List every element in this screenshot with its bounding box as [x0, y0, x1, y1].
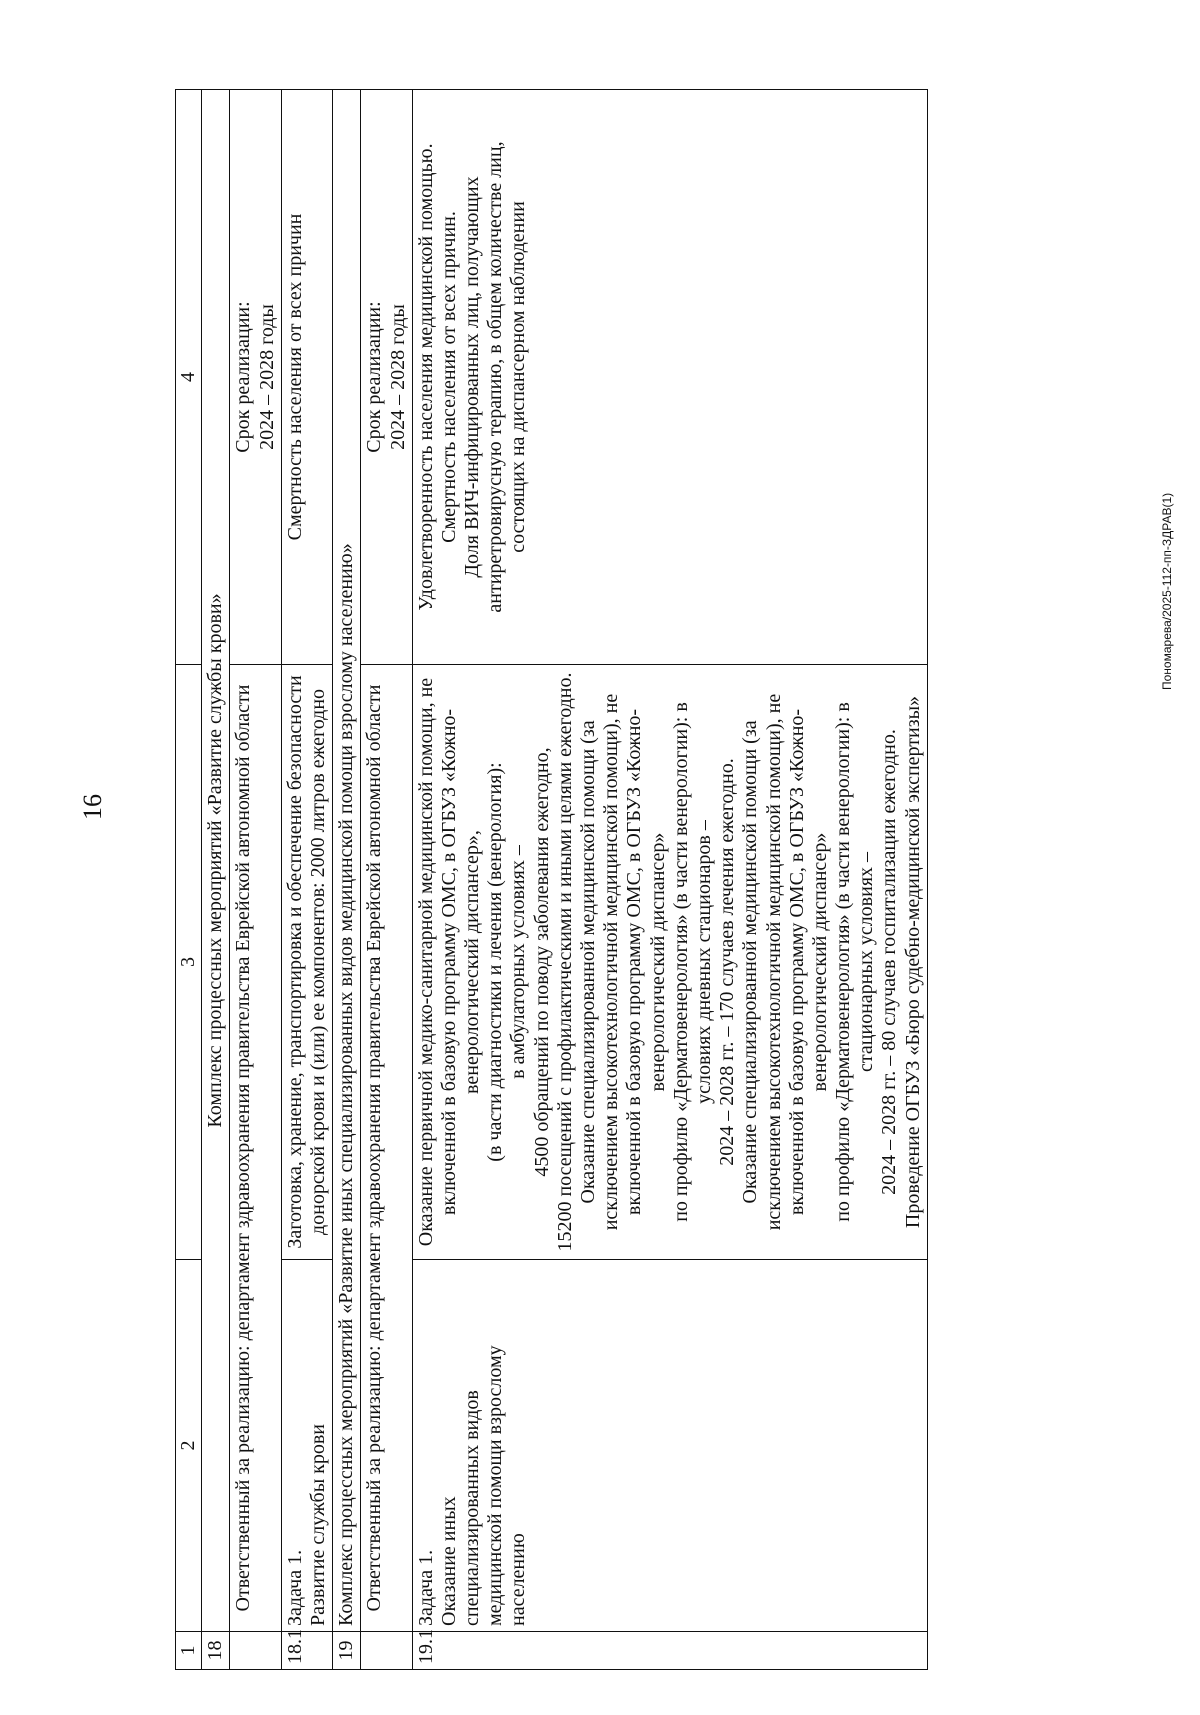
period-text: Срок реализации: 2024 – 2028 годы [361, 90, 412, 665]
row-number: 18 [202, 1632, 230, 1670]
complex-title: Комплекс процессных мероприятий «Развитие иных специализированных видов медицинской помощи взрослому населению» [333, 90, 361, 1632]
measures-table-frame [175, 90, 1175, 1670]
header-row [176, 90, 202, 1670]
header-col-1: 1 [176, 1632, 202, 1670]
header-col-2: 2 [176, 1260, 202, 1632]
indicator-text: Смертность населения от всех причин [281, 90, 332, 665]
measure-paragraph: Оказание специализированной медицинской помощи (за исключением высокотехнологичной медицинской помощи), не включенной в базовую программу ОМС, в ОГБУЗ «Кожно-венерологический диспансер» [577, 693, 669, 1231]
empty-cell [230, 1632, 281, 1670]
page-number: 16 [78, 794, 107, 820]
period-text: Срок реализации: 2024 – 2028 годы [230, 90, 281, 665]
task-text: Задача 1. Оказание иных специализированных видов медицинской помощи взрослому населению [412, 1260, 927, 1632]
responsible-text: Ответственный за реализацию: департамент здравоохранения правительства Еврейской автономной области [230, 665, 281, 1632]
measure-paragraph: Оказание специализированной медицинской помощи (за исключением высокотехнологичной медицинской помощи), не включенной в базовую программу ОМС, в ОГБУЗ «Кожно-венерологический диспансер» [739, 693, 831, 1231]
table-row [230, 90, 281, 1670]
page-footer: Пономарева/2025-112-пп-ЗДРАВ(1) [1160, 492, 1174, 690]
header-col-3: 3 [176, 665, 202, 1260]
measure-paragraph: (в части диагностики и лечения (венерология): [484, 762, 507, 1162]
measure-text: Заготовка, хранение, транспортировка и обеспечение безопасности донорской крови и (или) ее компонентов: 2000 литров ежегодно [281, 665, 332, 1260]
table-row [202, 90, 230, 1670]
measure-paragraph: в амбулаторных условиях – [507, 845, 530, 1079]
measure-paragraph: 2024 – 2028 гг. – 170 случаев лечения ежегодно. [716, 758, 739, 1166]
measure-text [412, 665, 927, 1260]
measure-paragraph: 15200 посещений с профилактическими и иными целями ежегодно. [553, 672, 576, 1252]
table-row [412, 90, 927, 1670]
header-col-4: 4 [176, 90, 202, 665]
empty-cell [361, 1632, 412, 1670]
measures-table [175, 89, 928, 1670]
measure-paragraph: 4500 обращений по поводу заболевания ежегодно, [530, 747, 553, 1177]
measure-paragraph: Проведение ОГБУЗ «Бюро судебно-медицинской экспертизы» [901, 695, 924, 1229]
complex-title: Комплекс процессных мероприятий «Развитие службы крови» [202, 90, 230, 1632]
measure-paragraph: 2024 – 2028 гг. – 80 случаев госпитализации ежегодно. [878, 729, 901, 1195]
responsible-text: Ответственный за реализацию: департамент здравоохранения правительства Еврейской автономной области [361, 665, 412, 1632]
table-row [281, 90, 332, 1670]
row-number: 19.1 [412, 1632, 927, 1670]
task-text: Задача 1. Развитие службы крови [281, 1260, 332, 1632]
row-number: 19 [333, 1632, 361, 1670]
row-number: 18.1 [281, 1632, 332, 1670]
measure-paragraph: по профилю «Дерматовенерология» (в части венерологии): в стационарных условиях – [832, 702, 878, 1222]
table-row [333, 90, 361, 1670]
table-row [361, 90, 412, 1670]
measure-paragraph: по профилю «Дерматовенерология» (в части венерологии): в условиях дневных стационаров – [669, 702, 715, 1222]
indicator-text: Удовлетворенность населения медицинской помощью. Смертность населения от всех причин. Доля ВИЧ-инфицированных лиц, получающих антиретровирусную терапию, в общем количестве лиц, состоящих на диспансерном наблюдении [412, 90, 927, 665]
measure-paragraph: Оказание первичной медико-санитарной медицинской помощи, не включенной в базовую программу ОМС, в ОГБУЗ «Кожно-венерологический диспансер», [414, 677, 484, 1247]
